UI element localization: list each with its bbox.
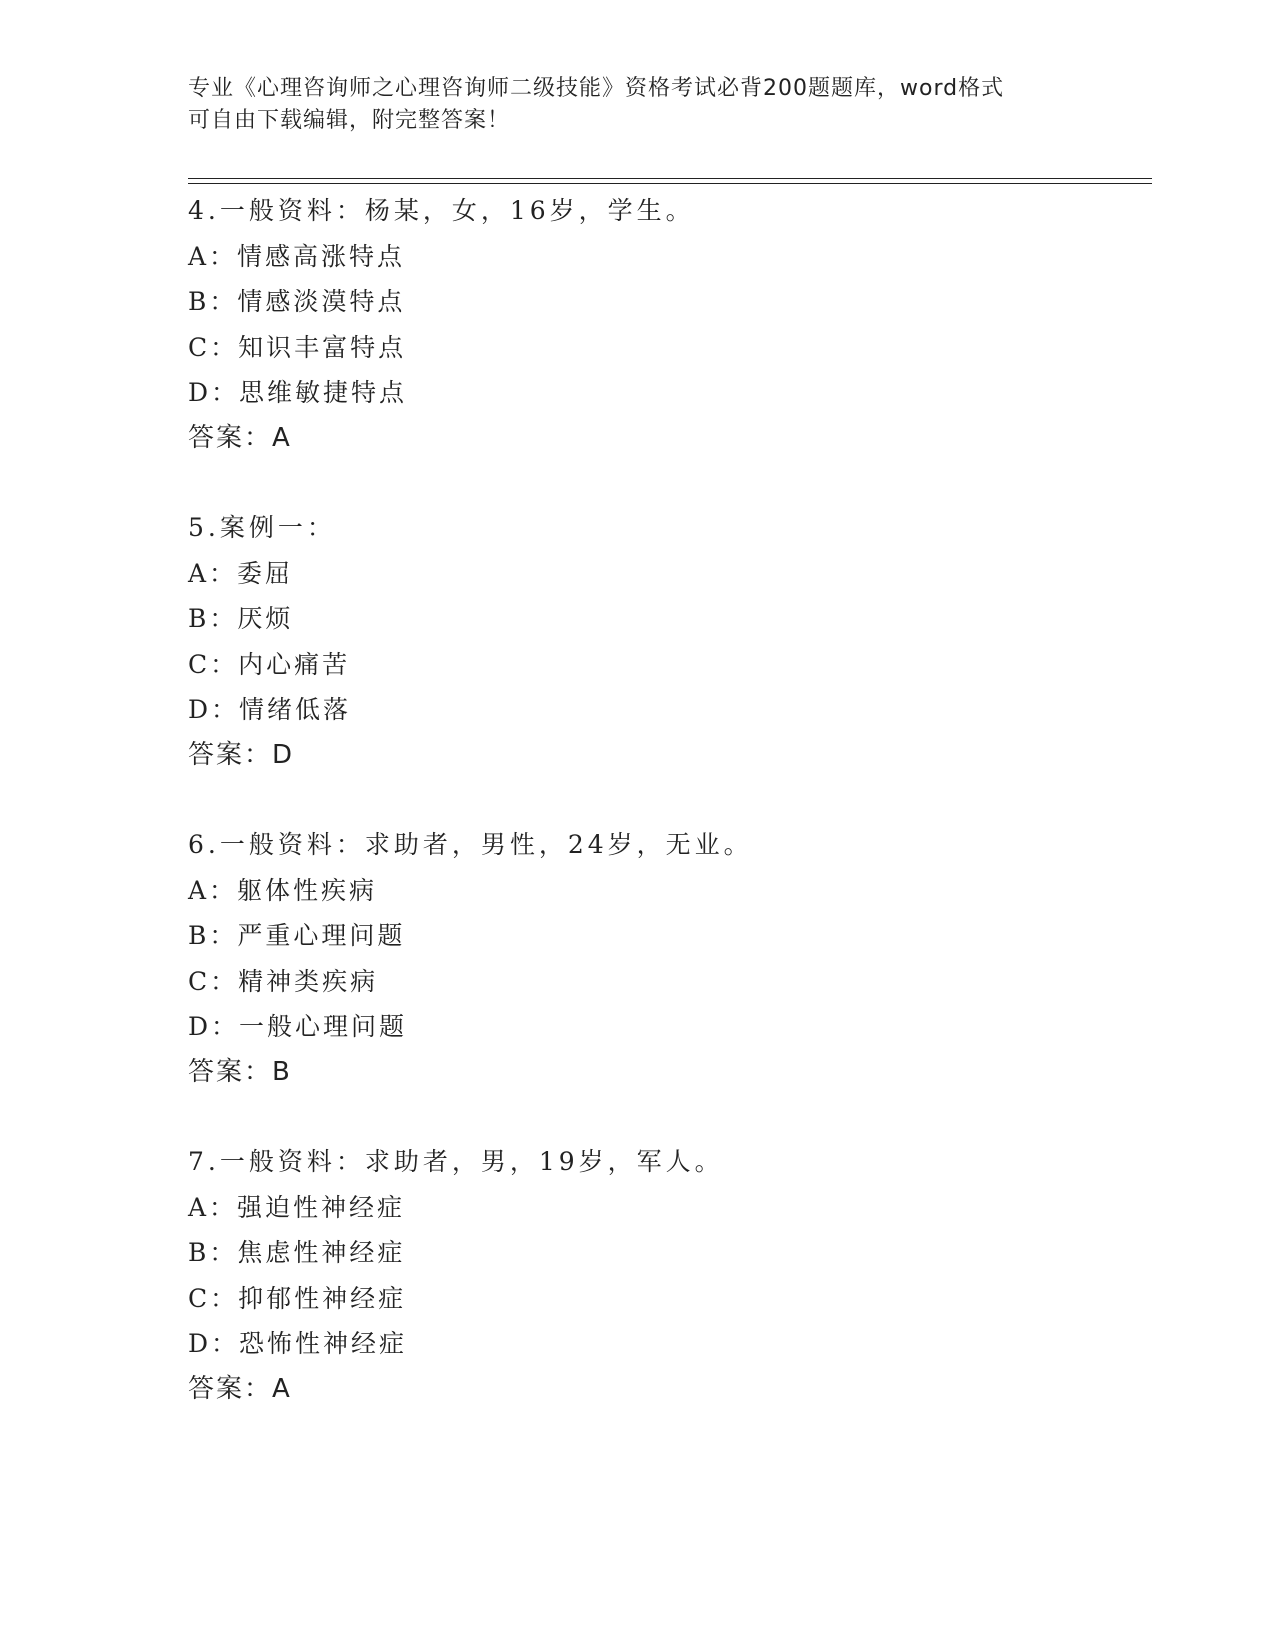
option-b: B：情感淡漠特点 [188, 287, 406, 316]
question-6 [188, 822, 1148, 1095]
question-7 [188, 1139, 1148, 1412]
question-stem: 6.一般资料：求助者，男性，24岁，无业。 [188, 830, 753, 859]
answer-label: 答案：A [188, 1373, 292, 1404]
option-c: C：精神类疾病 [188, 966, 379, 996]
option-d: D：恐怖性神经症 [188, 1329, 408, 1358]
question-list [188, 188, 1148, 1456]
option-a: A：强迫性神经症 [188, 1192, 406, 1222]
answer-label: 答案：B [188, 1056, 292, 1087]
option-b: B：严重心理问题 [188, 921, 406, 950]
question-5 [188, 505, 1148, 778]
question-stem: 4.一般资料：杨某，女，16岁，学生。 [188, 196, 695, 225]
option-d: D：情绪低落 [188, 695, 352, 724]
option-a: A：躯体性疾病 [188, 875, 378, 905]
question-stem: 7.一般资料：求助者，男，19岁，军人。 [188, 1147, 724, 1176]
question-stem: 5.案例一： [188, 513, 336, 542]
option-b: B：厌烦 [188, 604, 294, 633]
header-line-2: 可自由下载编辑，附完整答案！ [188, 108, 511, 133]
header-divider-bottom [188, 183, 1152, 184]
answer-label: 答案：A [188, 422, 292, 453]
question-4 [188, 188, 1148, 461]
option-c: C：内心痛苦 [188, 649, 351, 679]
answer-label: 答案：D [188, 739, 295, 770]
option-d: D：一般心理问题 [188, 1012, 408, 1041]
option-b: B：焦虑性神经症 [188, 1238, 406, 1267]
option-a: A：情感高涨特点 [188, 241, 406, 271]
document-header [188, 73, 1088, 137]
header-line-1: 专业《心理咨询师之心理咨询师二级技能》资格考试必背200题题库，word格式 [188, 76, 1005, 101]
option-a: A：委屈 [188, 558, 294, 588]
option-c: C：抑郁性神经症 [188, 1283, 407, 1313]
header-divider-top [188, 178, 1152, 179]
option-d: D：思维敏捷特点 [188, 378, 408, 407]
option-c: C：知识丰富特点 [188, 332, 407, 362]
